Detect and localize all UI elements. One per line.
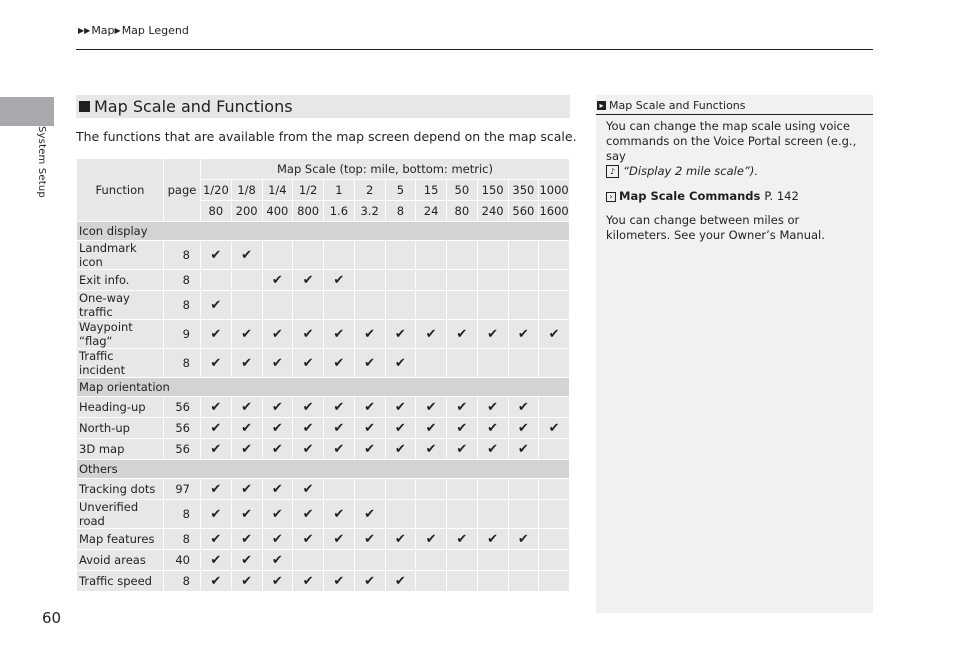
check-icon: ✔ xyxy=(232,241,262,269)
empty-cell xyxy=(478,241,508,269)
check-icon: ✔ xyxy=(416,439,446,459)
check-icon: ✔ xyxy=(201,349,231,377)
cross-reference[interactable] xyxy=(606,189,863,204)
page-ref[interactable]: 56 xyxy=(164,418,200,438)
check-icon: ✔ xyxy=(447,320,477,348)
function-label: Traffic speed xyxy=(77,571,163,591)
check-icon: ✔ xyxy=(293,571,323,591)
empty-cell xyxy=(509,571,539,591)
check-icon: ✔ xyxy=(232,529,262,549)
check-icon: ✔ xyxy=(324,418,354,438)
intro-text: The functions that are available from the map screen depend on the map scale. xyxy=(76,129,577,144)
arrow-right-icon: ▶ xyxy=(114,26,121,35)
sidebar-para1: You can change the map scale using voice commands on the Voice Portal screen (e.g., say xyxy=(606,119,857,163)
empty-cell xyxy=(201,270,231,290)
empty-cell xyxy=(263,291,293,319)
empty-cell xyxy=(509,479,539,499)
empty-cell xyxy=(386,291,416,319)
sidebar-title xyxy=(596,95,873,115)
check-icon: ✔ xyxy=(416,397,446,417)
table-row xyxy=(77,291,569,319)
empty-cell xyxy=(416,479,446,499)
check-icon: ✔ xyxy=(201,529,231,549)
check-icon: ✔ xyxy=(293,397,323,417)
check-icon: ✔ xyxy=(201,291,231,319)
check-icon: ✔ xyxy=(386,439,416,459)
check-icon: ✔ xyxy=(263,270,293,290)
empty-cell xyxy=(386,500,416,528)
check-icon: ✔ xyxy=(263,571,293,591)
check-icon: ✔ xyxy=(539,418,569,438)
table-row xyxy=(77,550,569,570)
scale-metric-cell: 200 xyxy=(232,201,262,221)
check-icon: ✔ xyxy=(324,529,354,549)
check-icon: ✔ xyxy=(324,439,354,459)
page-ref[interactable]: 9 xyxy=(164,320,200,348)
empty-cell xyxy=(293,241,323,269)
check-icon: ✔ xyxy=(324,349,354,377)
map-scale-table xyxy=(76,158,570,592)
voice-example: “Display 2 mile scale”). xyxy=(623,164,759,178)
section-title: Map Scale and Functions xyxy=(94,97,293,116)
empty-cell xyxy=(232,291,262,319)
check-icon: ✔ xyxy=(478,529,508,549)
check-icon: ✔ xyxy=(201,550,231,570)
check-icon: ✔ xyxy=(232,320,262,348)
check-icon: ✔ xyxy=(386,571,416,591)
function-label: Map features xyxy=(77,529,163,549)
empty-cell xyxy=(355,270,385,290)
reference-label[interactable]: Map Scale Commands xyxy=(619,189,761,203)
empty-cell xyxy=(416,241,446,269)
empty-cell xyxy=(355,241,385,269)
check-icon: ✔ xyxy=(386,397,416,417)
empty-cell xyxy=(324,550,354,570)
empty-cell xyxy=(447,349,477,377)
scale-metric-cell: 3.2 xyxy=(355,201,385,221)
check-icon: ✔ xyxy=(201,571,231,591)
check-icon: ✔ xyxy=(263,418,293,438)
scale-mile-cell: 1 xyxy=(324,180,354,200)
empty-cell xyxy=(447,550,477,570)
scale-mile-cell: 5 xyxy=(386,180,416,200)
check-icon: ✔ xyxy=(232,349,262,377)
check-icon: ✔ xyxy=(478,397,508,417)
check-icon: ✔ xyxy=(447,529,477,549)
check-icon: ✔ xyxy=(201,500,231,528)
empty-cell xyxy=(509,349,539,377)
check-icon: ✔ xyxy=(293,439,323,459)
scale-metric-cell: 800 xyxy=(293,201,323,221)
table-row xyxy=(77,397,569,417)
function-label: Exit info. xyxy=(77,270,163,290)
empty-cell xyxy=(509,291,539,319)
empty-cell xyxy=(293,291,323,319)
empty-cell xyxy=(293,550,323,570)
table-header-row xyxy=(77,159,569,179)
empty-cell xyxy=(416,500,446,528)
check-icon: ✔ xyxy=(263,479,293,499)
function-label: North-up xyxy=(77,418,163,438)
scale-mile-cell: 150 xyxy=(478,180,508,200)
page-ref[interactable]: 40 xyxy=(164,550,200,570)
check-icon: ✔ xyxy=(324,270,354,290)
function-label: Waypoint “flag“ xyxy=(77,320,163,348)
reference-page[interactable]: P. 142 xyxy=(764,189,799,203)
function-label: Tracking dots xyxy=(77,479,163,499)
check-icon: ✔ xyxy=(447,439,477,459)
check-icon: ✔ xyxy=(263,320,293,348)
check-icon: ✔ xyxy=(201,479,231,499)
table-row xyxy=(77,529,569,549)
check-icon: ✔ xyxy=(263,349,293,377)
page-ref[interactable]: 8 xyxy=(164,270,200,290)
sidebar-title-text: Map Scale and Functions xyxy=(609,99,746,112)
function-label: Unverified road xyxy=(77,500,163,528)
function-label: Traffic incident xyxy=(77,349,163,377)
check-icon: ✔ xyxy=(293,500,323,528)
table-row xyxy=(77,418,569,438)
check-icon: ✔ xyxy=(478,418,508,438)
check-icon: ✔ xyxy=(355,397,385,417)
scale-metric-cell: 24 xyxy=(416,201,446,221)
page-ref[interactable]: 97 xyxy=(164,479,200,499)
function-label: Avoid areas xyxy=(77,550,163,570)
check-icon: ✔ xyxy=(293,320,323,348)
empty-cell xyxy=(324,479,354,499)
empty-cell xyxy=(539,270,569,290)
scale-mile-cell: 15 xyxy=(416,180,446,200)
function-label: One-way traffic xyxy=(77,291,163,319)
empty-cell xyxy=(509,500,539,528)
page-header: page xyxy=(164,159,200,221)
empty-cell xyxy=(478,571,508,591)
check-icon: ✔ xyxy=(355,571,385,591)
check-icon: ✔ xyxy=(324,397,354,417)
empty-cell xyxy=(539,397,569,417)
check-icon: ✔ xyxy=(386,320,416,348)
sidebar-note xyxy=(596,95,873,613)
table-group-row xyxy=(77,222,569,240)
page-ref[interactable]: 8 xyxy=(164,241,200,269)
scale-metric-cell: 8 xyxy=(386,201,416,221)
empty-cell xyxy=(447,241,477,269)
scale-mile-cell: 1/2 xyxy=(293,180,323,200)
page-ref[interactable]: 8 xyxy=(164,349,200,377)
check-icon: ✔ xyxy=(447,397,477,417)
empty-cell xyxy=(539,241,569,269)
scale-mile-cell: 1000 xyxy=(539,180,569,200)
empty-cell xyxy=(355,550,385,570)
check-icon: ✔ xyxy=(232,479,262,499)
empty-cell xyxy=(263,241,293,269)
page-ref[interactable]: 56 xyxy=(164,439,200,459)
scale-mile-cell: 1/20 xyxy=(201,180,231,200)
note-icon: ▸ xyxy=(597,101,606,110)
scale-mile-cell: 1/8 xyxy=(232,180,262,200)
table-group-row xyxy=(77,378,569,396)
check-icon: ✔ xyxy=(386,418,416,438)
table-row xyxy=(77,320,569,348)
empty-cell xyxy=(386,241,416,269)
check-icon: ✔ xyxy=(263,550,293,570)
empty-cell xyxy=(355,291,385,319)
empty-cell xyxy=(539,291,569,319)
empty-cell xyxy=(447,291,477,319)
empty-cell xyxy=(478,349,508,377)
empty-cell xyxy=(355,479,385,499)
check-icon: ✔ xyxy=(355,439,385,459)
check-icon: ✔ xyxy=(324,571,354,591)
check-icon: ✔ xyxy=(355,349,385,377)
empty-cell xyxy=(509,241,539,269)
empty-cell xyxy=(478,291,508,319)
empty-cell xyxy=(386,479,416,499)
empty-cell xyxy=(478,479,508,499)
table-row xyxy=(77,241,569,269)
check-icon: ✔ xyxy=(386,349,416,377)
scale-metric-cell: 560 xyxy=(509,201,539,221)
group-label: Map orientation xyxy=(77,378,569,396)
check-icon: ✔ xyxy=(293,349,323,377)
check-icon: ✔ xyxy=(263,439,293,459)
check-icon: ✔ xyxy=(201,320,231,348)
empty-cell xyxy=(539,439,569,459)
empty-cell xyxy=(447,479,477,499)
check-icon: ✔ xyxy=(293,418,323,438)
empty-cell xyxy=(478,500,508,528)
page-ref[interactable]: 8 xyxy=(164,500,200,528)
function-header: Function xyxy=(77,159,163,221)
check-icon: ✔ xyxy=(539,320,569,348)
empty-cell xyxy=(416,349,446,377)
empty-cell xyxy=(509,270,539,290)
group-label: Others xyxy=(77,460,569,478)
check-icon: ✔ xyxy=(509,418,539,438)
check-icon: ✔ xyxy=(386,529,416,549)
sidebar-paragraph xyxy=(606,119,863,179)
function-label: Landmark icon xyxy=(77,241,163,269)
check-icon: ✔ xyxy=(201,241,231,269)
empty-cell xyxy=(416,291,446,319)
empty-cell xyxy=(478,550,508,570)
check-icon: ✔ xyxy=(232,397,262,417)
check-icon: ✔ xyxy=(201,439,231,459)
page-number: 60 xyxy=(42,609,62,627)
table-row xyxy=(77,439,569,459)
empty-cell xyxy=(539,500,569,528)
table-group-row xyxy=(77,460,569,478)
empty-cell xyxy=(539,571,569,591)
empty-cell xyxy=(447,500,477,528)
table-row xyxy=(77,270,569,290)
scale-metric-cell: 80 xyxy=(201,201,231,221)
check-icon: ✔ xyxy=(509,439,539,459)
check-icon: ✔ xyxy=(232,500,262,528)
voice-command-icon: ♪ xyxy=(606,165,619,178)
check-icon: ✔ xyxy=(263,397,293,417)
scale-metric-cell: 400 xyxy=(263,201,293,221)
breadcrumb-map[interactable]: Map xyxy=(91,24,115,37)
check-icon: ✔ xyxy=(232,571,262,591)
check-icon: ✔ xyxy=(416,320,446,348)
check-icon: ✔ xyxy=(416,418,446,438)
empty-cell xyxy=(416,270,446,290)
empty-cell xyxy=(539,479,569,499)
empty-cell xyxy=(416,550,446,570)
scale-metric-cell: 1600 xyxy=(539,201,569,221)
check-icon: ✔ xyxy=(416,529,446,549)
scale-metric-cell: 80 xyxy=(447,201,477,221)
check-icon: ✔ xyxy=(355,418,385,438)
empty-cell xyxy=(324,291,354,319)
breadcrumb-map-legend[interactable]: Map Legend xyxy=(121,24,189,37)
side-tab-marker xyxy=(0,97,54,126)
check-icon: ✔ xyxy=(355,320,385,348)
empty-cell xyxy=(478,270,508,290)
check-icon: ✔ xyxy=(324,500,354,528)
scale-mile-cell: 2 xyxy=(355,180,385,200)
scale-mile-cell: 1/4 xyxy=(263,180,293,200)
check-icon: ✔ xyxy=(447,418,477,438)
scale-metric-cell: 1.6 xyxy=(324,201,354,221)
sidebar-paragraph-2: You can change between miles or kilometers. See your Owner’s Manual. xyxy=(606,213,825,242)
scale-mile-cell: 50 xyxy=(447,180,477,200)
group-label: Icon display xyxy=(77,222,569,240)
empty-cell xyxy=(539,529,569,549)
page-ref[interactable]: 8 xyxy=(164,571,200,591)
check-icon: ✔ xyxy=(263,500,293,528)
check-icon: ✔ xyxy=(509,529,539,549)
check-icon: ✔ xyxy=(293,529,323,549)
breadcrumb xyxy=(78,24,189,37)
page-ref[interactable]: 56 xyxy=(164,397,200,417)
empty-cell xyxy=(447,270,477,290)
table-row xyxy=(77,500,569,528)
empty-cell xyxy=(386,550,416,570)
page-reference-icon: › xyxy=(606,192,616,202)
empty-cell xyxy=(386,270,416,290)
empty-cell xyxy=(324,241,354,269)
check-icon: ✔ xyxy=(232,418,262,438)
arrow-right-icon: ▶▶ xyxy=(78,26,91,35)
check-icon: ✔ xyxy=(478,320,508,348)
check-icon: ✔ xyxy=(509,320,539,348)
table-row xyxy=(77,349,569,377)
check-icon: ✔ xyxy=(478,439,508,459)
section-heading xyxy=(76,95,570,118)
empty-cell xyxy=(447,571,477,591)
square-bullet-icon xyxy=(79,101,90,112)
check-icon: ✔ xyxy=(201,418,231,438)
empty-cell xyxy=(232,270,262,290)
header-rule xyxy=(76,49,873,50)
check-icon: ✔ xyxy=(355,500,385,528)
check-icon: ✔ xyxy=(201,397,231,417)
table-row xyxy=(77,479,569,499)
scale-metric-cell: 240 xyxy=(478,201,508,221)
function-label: Heading-up xyxy=(77,397,163,417)
side-tab-label: System Setup xyxy=(36,126,47,198)
table-row xyxy=(77,571,569,591)
check-icon: ✔ xyxy=(293,479,323,499)
empty-cell xyxy=(416,571,446,591)
page-ref[interactable]: 8 xyxy=(164,291,200,319)
check-icon: ✔ xyxy=(324,320,354,348)
check-icon: ✔ xyxy=(355,529,385,549)
check-icon: ✔ xyxy=(232,439,262,459)
function-label: 3D map xyxy=(77,439,163,459)
empty-cell xyxy=(539,550,569,570)
check-icon: ✔ xyxy=(263,529,293,549)
empty-cell xyxy=(539,349,569,377)
check-icon: ✔ xyxy=(509,397,539,417)
empty-cell xyxy=(509,550,539,570)
scale-mile-cell: 350 xyxy=(509,180,539,200)
scale-header: Map Scale (top: mile, bottom: metric) xyxy=(201,159,569,179)
check-icon: ✔ xyxy=(293,270,323,290)
check-icon: ✔ xyxy=(232,550,262,570)
page-ref[interactable]: 8 xyxy=(164,529,200,549)
